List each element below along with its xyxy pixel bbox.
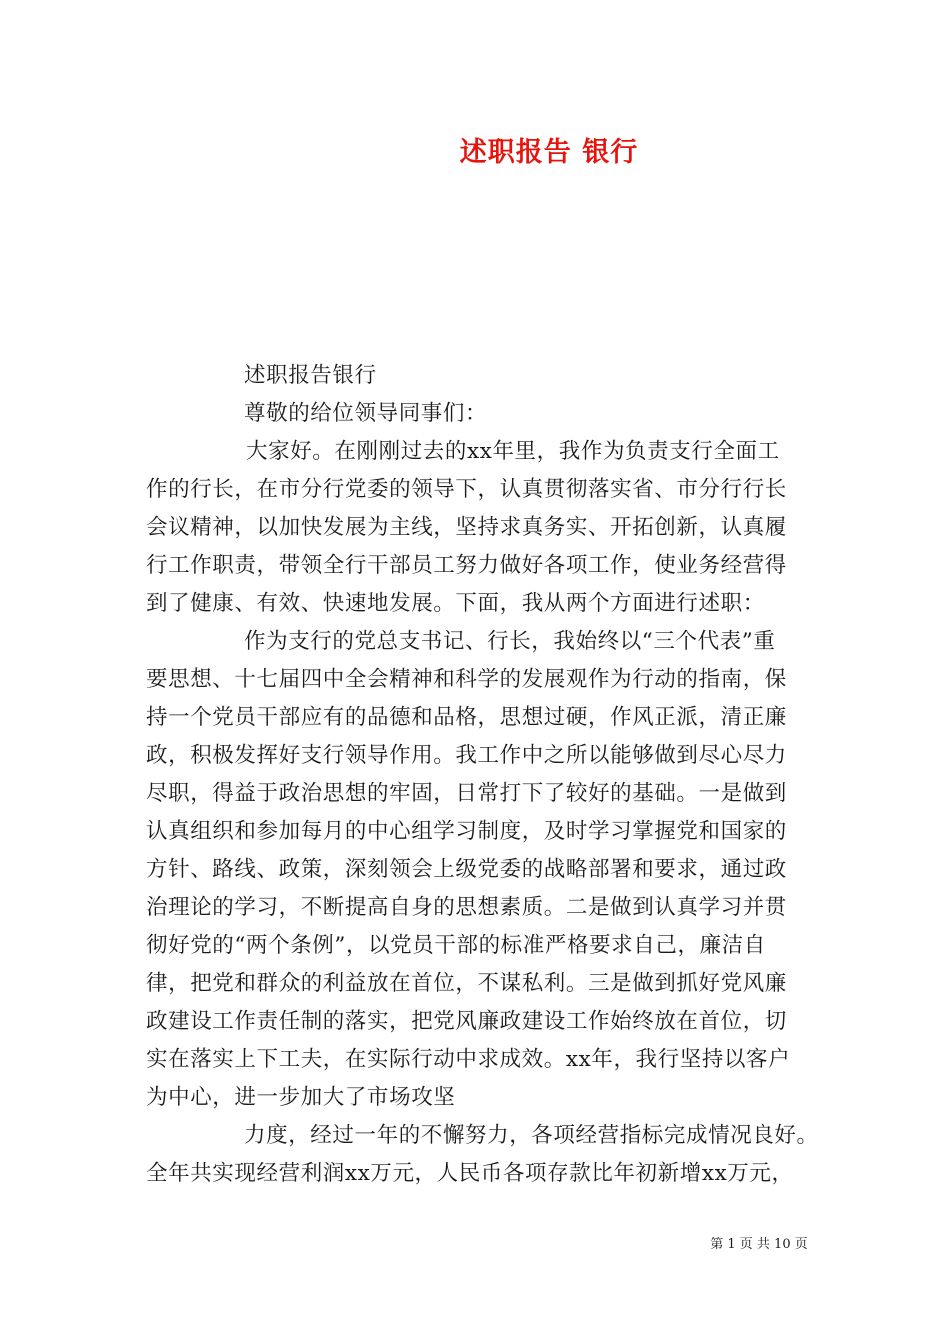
body-line: 实在落实上下工夫，在实际行动中求成效。xx年，我行坚持以客户 [146, 1047, 791, 1072]
body-line: 全年共实现经营利润xx万元，人民币各项存款比年初新增xx万元， [146, 1161, 794, 1186]
body-line: 方针、路线、政策，深刻领会上级党委的战略部署和要求，通过政 [146, 857, 787, 882]
body-line: 认真组织和参加每月的中心组学习制度，及时学习掌握党和国家的 [146, 819, 787, 844]
body-line: 政，积极发挥好支行领导作用。我工作中之所以能够做到尽心尽力 [146, 743, 787, 768]
document-body [146, 357, 818, 1193]
body-line: 力度，经过一年的不懈努力，各项经营指标完成情况良好。 [244, 1123, 819, 1148]
body-line: 会议精神，以加快发展为主线，坚持求真务实、开拓创新，认真履 [146, 515, 787, 540]
body-line: 尊敬的给位领导同事们： [244, 401, 488, 426]
body-line: 持一个党员干部应有的品德和品格，思想过硬，作风正派，清正廉 [146, 705, 787, 730]
body-line: 要思想、十七届四中全会精神和科学的发展观作为行动的指南，保 [146, 667, 787, 692]
body-line: 行工作职责，带领全行干部员工努力做好各项工作，使业务经营得 [146, 553, 787, 578]
body-line: 作为支行的党总支书记、行长，我始终以“三个代表”重 [244, 629, 776, 654]
body-line: 大家好。在刚刚过去的xx年里，我作为负责支行全面工 [246, 439, 780, 464]
body-line: 律，把党和群众的利益放在首位，不谋私利。三是做到抓好党风廉 [146, 971, 787, 996]
body-line: 为中心，进一步加大了市场攻坚 [146, 1085, 456, 1110]
document-title: 述职报告 银行 [459, 137, 639, 168]
body-line: 彻好党的“两个条例”，以党员干部的标准严格要求自己，廉洁自 [146, 933, 766, 958]
body-line: 作的行长，在市分行党委的领导下，认真贯彻落实省、市分行行长 [146, 477, 787, 502]
body-line: 述职报告银行 [244, 363, 377, 388]
body-line: 到了健康、有效、快速地发展。下面，我从两个方面进行述职： [146, 591, 765, 616]
body-line: 政建设工作责任制的落实，把党风廉政建设工作始终放在首位，切 [146, 1009, 787, 1034]
page-number-footer: 第 1 页 共 10 页 [710, 1237, 808, 1252]
body-line: 治理论的学习，不断提高自身的思想素质。二是做到认真学习并贯 [146, 895, 787, 920]
body-line: 尽职，得益于政治思想的牢固，日常打下了较好的基础。一是做到 [146, 781, 787, 806]
